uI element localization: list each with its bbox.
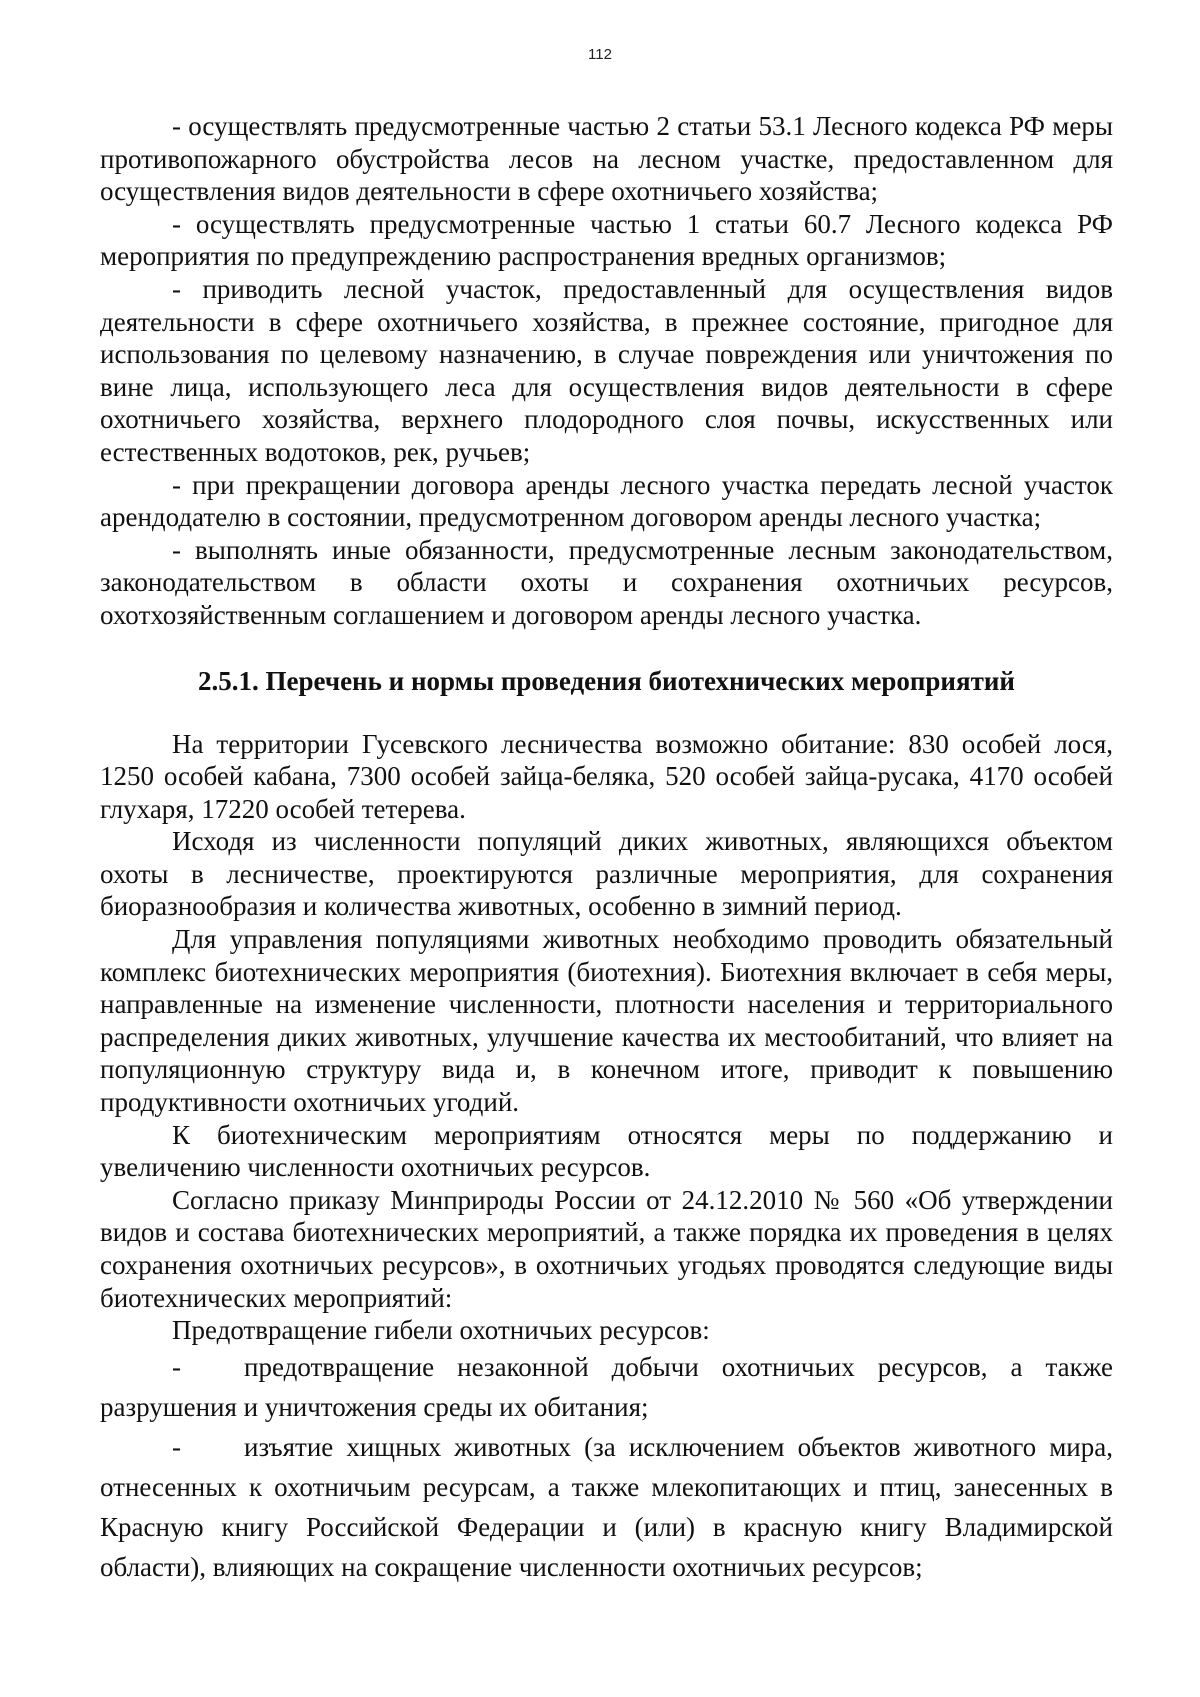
paragraph: - выполнять иные обязанности, предусмотренные лесным законодательством, законодательством в области охоты и сохранения охотничьих ресурсов, охотхозяйственным соглашением и договором аренды лесного участка. <box>100 534 1113 630</box>
list-item <box>100 1427 1113 1587</box>
paragraph: - приводить лесной участок, предоставленный для осуществления видов деятельности в сфере охотничьего хозяйства, в прежнее состояние, пригодное для использования по целевому назначению, в случае повреждения или уничтожения по вине лица, использующего леса для осуществления видов деятельности в сфере охотничьего хозяйства, верхнего плодородного слоя почвы, искусственных или естественных водотоков, рек, ручьев; <box>100 273 1113 467</box>
paragraph: На территории Гусевского лесничества возможно обитание: 830 особей лося, 1250 особей кабана, 7300 особей зайца-беляка, 520 особей зайца-русака, 4170 особей глухаря, 17220 особей тетерева. <box>100 728 1113 824</box>
list-dash: - <box>172 1431 181 1462</box>
page-number: 112 <box>588 46 612 63</box>
paragraph: Согласно приказу Минприроды России от 24.12.2010 № 560 «Об утверждении видов и состава биотехнических мероприятий, а также порядка их проведения в целях сохранения охотничьих ресурсов», в охотничьих угодьях проводятся следующие виды биотехнических мероприятий: <box>100 1184 1113 1313</box>
list-dash: - <box>172 1351 181 1382</box>
document-body <box>100 110 1113 1587</box>
section-heading: 2.5.1. Перечень и нормы проведения биотехнических мероприятий <box>198 665 1015 696</box>
list-item-text: изъятие хищных животных (за исключением объектов животного мира, отнесенных к охотничьим ресурсам, а также млекопитающих и птиц, занесенных в Красную книгу Российской Федерации и (или) в красную книгу Владимирской области), влияющих на сокращение численности охотничьих ресурсов; <box>100 1431 1113 1582</box>
paragraph: Исходя из численности популяций диких животных, являющихся объектом охоты в лесничестве, проектируются различные мероприятия, для сохранения биоразнообразия и количества животных, особенно в зимний период. <box>100 826 1113 922</box>
paragraph: - осуществлять предусмотренные частью 1 статьи 60.7 Лесного кодекса РФ мероприятия по предупреждению распространения вредных организмов; <box>100 208 1113 272</box>
paragraph: Для управления популяциями животных необходимо проводить обязательный комплекс биотехнических мероприятия (биотехния). Биотехния включает в себя меры, направленные на изменение численности, плотности населения и территориального распределения диких животных, улучшение качества их местообитаний, что влияет на популяционную структуру вида и, в конечном итоге, приводит к повышению продуктивности охотничьих угодий. <box>100 924 1113 1118</box>
paragraph: К биотехническим мероприятиям относятся меры по поддержанию и увеличению численности охотничьих ресурсов. <box>100 1119 1113 1183</box>
list-item-text: предотвращение незаконной добычи охотничьих ресурсов, а также разрушения и уничтожения среды их обитания; <box>100 1351 1113 1422</box>
list-item <box>100 1347 1113 1427</box>
paragraph: - осуществлять предусмотренные частью 2 статьи 53.1 Лесного кодекса РФ меры противопожарного обустройства лесов на лесном участке, предоставленном для осуществления видов деятельности в сфере охотничьего хозяйства; <box>100 111 1113 207</box>
paragraph: Предотвращение гибели охотничьих ресурсов: <box>172 1315 710 1346</box>
paragraph: - при прекращении договора аренды лесного участка передать лесной участок арендодателю в состоянии, предусмотренном договором аренды лесного участка; <box>100 469 1113 533</box>
